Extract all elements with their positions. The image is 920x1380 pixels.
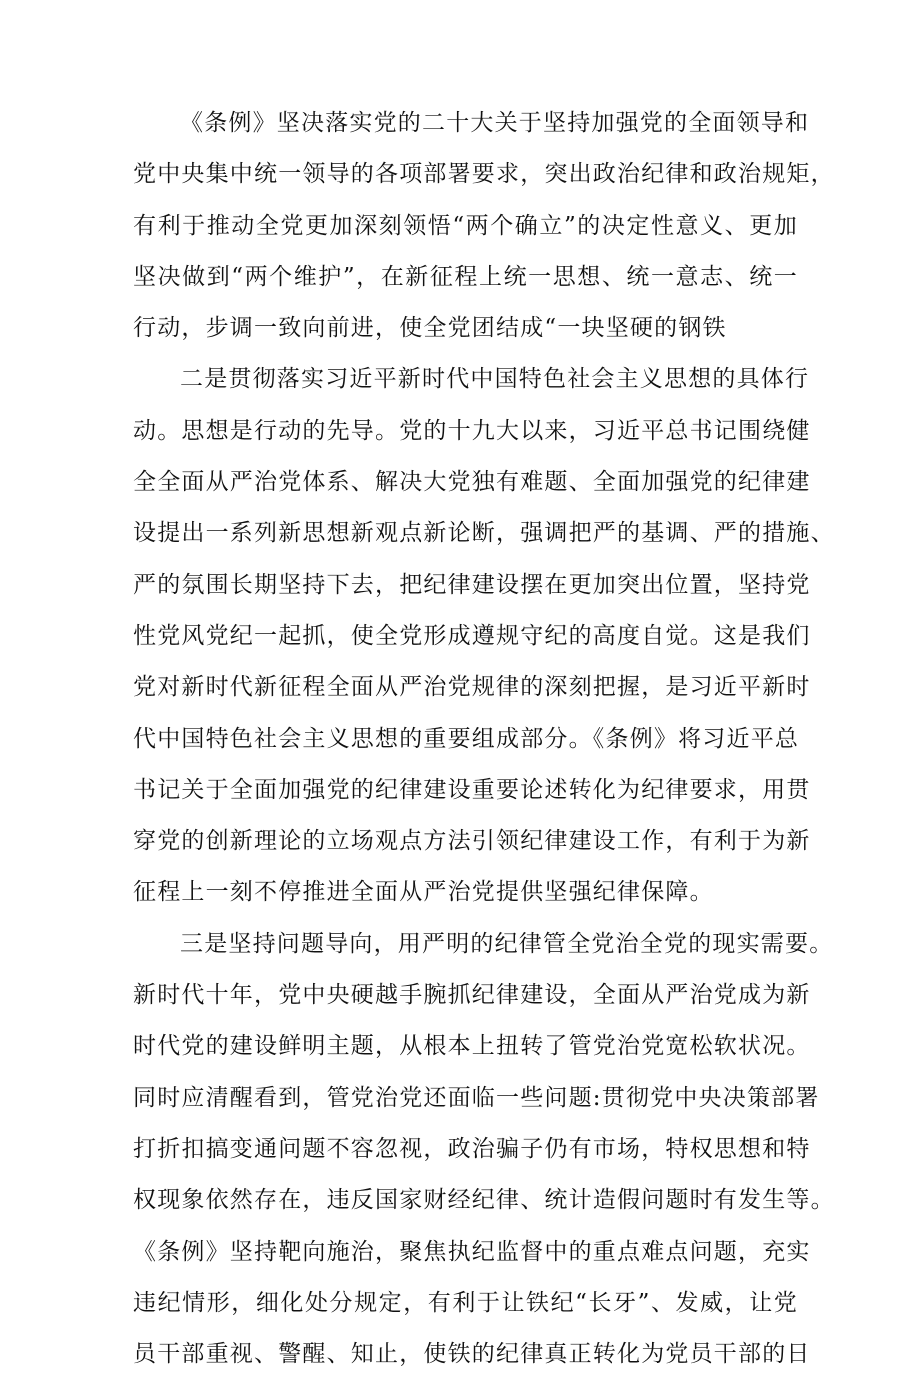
paragraph-line: 员干部重视、警醒、知止，使铁的纪律真正转化为党员干部的日 xyxy=(133,1341,811,1368)
paragraph-line: 二是贯彻落实习近平新时代中国特色社会主义思想的具体行 xyxy=(180,366,810,393)
paragraph-line: 全全面从严治党体系、解决大党独有难题、全面加强党的纪律建 xyxy=(133,469,811,496)
paragraph-line: 违纪情形，细化处分规定，有利于让铁纪“长牙”、发威，让党 xyxy=(133,1289,798,1316)
paragraph-line: 穿党的创新理论的立场观点方法引领纪律建设工作，有利于为新 xyxy=(133,828,811,855)
paragraph-line: 行动，步调一致向前进，使全党团结成“一块坚硬的钢铁 xyxy=(133,315,727,342)
paragraph-line: 党对新时代新征程全面从严治党规律的深刻把握，是习近平新时 xyxy=(133,674,811,701)
paragraph-line: 设提出一系列新思想新观点新论断，强调把严的基调、严的措施、 xyxy=(133,520,835,547)
paragraph-line: 征程上一刻不停推进全面从严治党提供坚强纪律保障。 xyxy=(133,879,714,906)
paragraph-line: 《条例》坚持靶向施治，聚焦执纪监督中的重点难点问题，充实 xyxy=(133,1238,811,1265)
paragraph-line: 同时应清醒看到，管党治党还面临一些问题:贯彻党中央决策部署 xyxy=(133,1084,820,1111)
paragraph-line: 有利于推动全党更加深刻领悟“两个确立”的决定性意义、更加 xyxy=(133,212,798,239)
paragraph-line: 打折扣搞变通问题不容忽视，政治骗子仍有市场，特权思想和特 xyxy=(133,1135,811,1162)
paragraph-line: 时代党的建设鲜明主题，从根本上扭转了管党治党宽松软状况。 xyxy=(133,1033,811,1060)
paragraph-line: 书记关于全面加强党的纪律建设重要论述转化为纪律要求，用贯 xyxy=(133,776,811,803)
paragraph-line: 权现象依然存在，违反国家财经纪律、统计造假问题时有发生等。 xyxy=(133,1187,835,1214)
paragraph-line: 《条例》坚决落实党的二十大关于坚持加强党的全面领导和 xyxy=(180,110,810,136)
paragraph-line: 代中国特色社会主义思想的重要组成部分。《条例》将习近平总 xyxy=(133,725,800,752)
paragraph-line: 坚决做到“两个维护”，在新征程上统一思想、统一意志、统一 xyxy=(133,263,798,290)
paragraph-line: 新时代十年，党中央硬越手腕抓纪律建设，全面从严治党成为新 xyxy=(133,982,811,1009)
paragraph-line: 三是坚持问题导向，用严明的纪律管全党治全党的现实需要。 xyxy=(180,930,834,957)
paragraph-line: 党中央集中统一领导的各项部署要求，突出政治纪律和政治规矩， xyxy=(133,161,835,188)
paragraph-line: 严的氛围长期坚持下去，把纪律建设摆在更加突出位置，坚持党 xyxy=(133,571,811,598)
paragraph-line: 动。思想是行动的先导。党的十九大以来，习近平总书记围绕健 xyxy=(133,417,811,444)
body-text xyxy=(133,98,835,1380)
paragraph-line: 性党风党纪一起抓，使全党形成遵规守纪的高度自觉。这是我们 xyxy=(133,622,811,649)
